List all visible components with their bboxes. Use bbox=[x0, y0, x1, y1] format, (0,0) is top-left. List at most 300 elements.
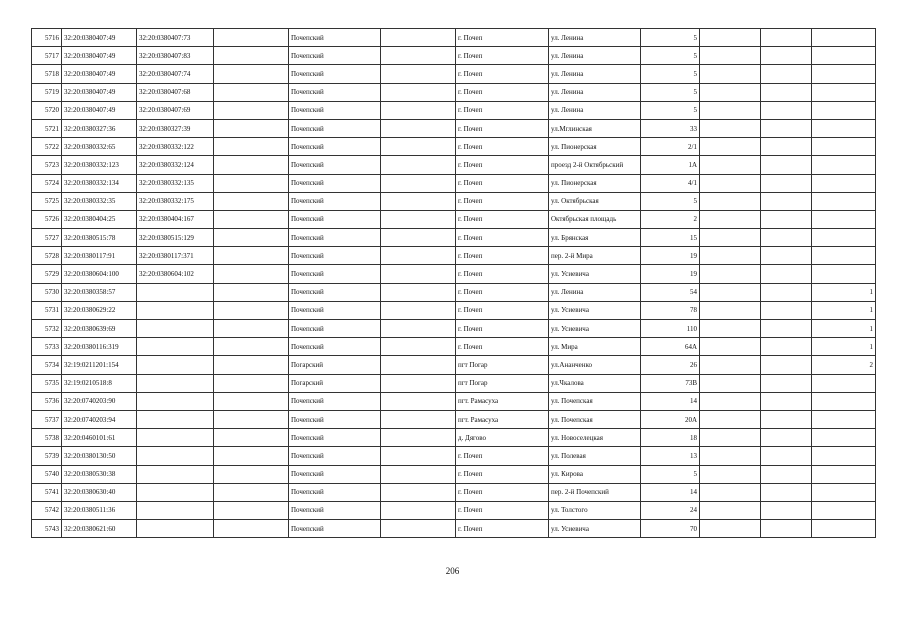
table-cell-col11 bbox=[761, 265, 812, 283]
table-cell-col4 bbox=[214, 520, 289, 538]
table-cell-col1: 5733 bbox=[32, 338, 62, 356]
table-cell-col10 bbox=[700, 283, 761, 301]
table-cell-col4 bbox=[214, 156, 289, 174]
table-cell-col12 bbox=[812, 119, 876, 137]
table-cell-col7: г. Почеп bbox=[456, 156, 549, 174]
table-cell-col5: Почепский bbox=[289, 229, 381, 247]
table-cell-col6 bbox=[381, 483, 456, 501]
table-cell-col2: 32:20:0380116:319 bbox=[62, 338, 137, 356]
table-cell-col12: 1 bbox=[812, 283, 876, 301]
table-cell-col8: ул.Чкалова bbox=[549, 374, 641, 392]
table-cell-col8: ул.Ананченко bbox=[549, 356, 641, 374]
table-cell-col10 bbox=[700, 501, 761, 519]
table-cell-col6 bbox=[381, 210, 456, 228]
table-cell-col6 bbox=[381, 138, 456, 156]
table-cell-col10 bbox=[700, 374, 761, 392]
table-cell-col7: г. Почеп bbox=[456, 29, 549, 47]
table-cell-col5: Почепский bbox=[289, 301, 381, 319]
table-cell-col12: 2 bbox=[812, 356, 876, 374]
table-cell-col11 bbox=[761, 392, 812, 410]
table-cell-col3: 32:20:0380407:74 bbox=[137, 65, 214, 83]
table-cell-col3 bbox=[137, 501, 214, 519]
table-cell-col3: 32:20:0380407:68 bbox=[137, 83, 214, 101]
table-cell-col9: 20А bbox=[641, 410, 700, 428]
table-cell-col9: 33 bbox=[641, 119, 700, 137]
table-cell-col3: 32:20:0380327:39 bbox=[137, 119, 214, 137]
table-cell-col2: 32:20:0380407:49 bbox=[62, 83, 137, 101]
table-cell-col2: 32:19:0210518:8 bbox=[62, 374, 137, 392]
table-cell-col1: 5743 bbox=[32, 520, 62, 538]
table-cell-col11 bbox=[761, 483, 812, 501]
table-cell-col10 bbox=[700, 483, 761, 501]
table-cell-col4 bbox=[214, 465, 289, 483]
table-cell-col5: Почепский bbox=[289, 501, 381, 519]
table-cell-col1: 5731 bbox=[32, 301, 62, 319]
table-cell-col11 bbox=[761, 192, 812, 210]
table-cell-col10 bbox=[700, 83, 761, 101]
table-cell-col8: пер. 2-й Мира bbox=[549, 247, 641, 265]
table-cell-col2: 32:20:0380511:36 bbox=[62, 501, 137, 519]
table-cell-col11 bbox=[761, 138, 812, 156]
table-cell-col1: 5719 bbox=[32, 83, 62, 101]
table-cell-col3: 32:20:0380407:69 bbox=[137, 101, 214, 119]
table-cell-col8: ул. Пионерская bbox=[549, 174, 641, 192]
table-cell-col5: Почепский bbox=[289, 392, 381, 410]
table-cell-col8: ул. Кирова bbox=[549, 465, 641, 483]
table-row bbox=[32, 283, 876, 301]
table-cell-col1: 5735 bbox=[32, 374, 62, 392]
table-cell-col4 bbox=[214, 47, 289, 65]
table-cell-col7: г. Почеп bbox=[456, 447, 549, 465]
table-cell-col1: 5718 bbox=[32, 65, 62, 83]
table-cell-col3 bbox=[137, 429, 214, 447]
table-cell-col7: г. Почеп bbox=[456, 101, 549, 119]
table-cell-col11 bbox=[761, 119, 812, 137]
table-cell-col2: 32:20:0380332:123 bbox=[62, 156, 137, 174]
table-cell-col9: 14 bbox=[641, 392, 700, 410]
table-cell-col8: проезд 2-й Октябрьский bbox=[549, 156, 641, 174]
table-row bbox=[32, 101, 876, 119]
table-cell-col4 bbox=[214, 229, 289, 247]
table-cell-col1: 5721 bbox=[32, 119, 62, 137]
table-cell-col11 bbox=[761, 465, 812, 483]
table-row bbox=[32, 429, 876, 447]
table-cell-col1: 5727 bbox=[32, 229, 62, 247]
table-cell-col12: 1 bbox=[812, 338, 876, 356]
table-cell-col7: г. Почеп bbox=[456, 320, 549, 338]
table-cell-col2: 32:20:0380117:91 bbox=[62, 247, 137, 265]
table-cell-col8: ул. Усиевича bbox=[549, 265, 641, 283]
table-cell-col4 bbox=[214, 265, 289, 283]
table-cell-col5: Почепский bbox=[289, 101, 381, 119]
table-cell-col9: 5 bbox=[641, 465, 700, 483]
table-cell-col5: Почепский bbox=[289, 83, 381, 101]
table-cell-col6 bbox=[381, 501, 456, 519]
table-cell-col1: 5720 bbox=[32, 101, 62, 119]
table-cell-col7: г. Почеп bbox=[456, 138, 549, 156]
table-cell-col7: г. Почеп bbox=[456, 174, 549, 192]
table-cell-col8: ул. Полевая bbox=[549, 447, 641, 465]
table-cell-col7: г. Почеп bbox=[456, 247, 549, 265]
table-cell-col1: 5717 bbox=[32, 47, 62, 65]
table-cell-col5: Почепский bbox=[289, 483, 381, 501]
table-cell-col3 bbox=[137, 483, 214, 501]
table-cell-col5: Почепский bbox=[289, 138, 381, 156]
table-cell-col5: Почепский bbox=[289, 174, 381, 192]
table-cell-col6 bbox=[381, 410, 456, 428]
table-row bbox=[32, 83, 876, 101]
table-row bbox=[32, 210, 876, 228]
table-cell-col12 bbox=[812, 138, 876, 156]
table-cell-col6 bbox=[381, 192, 456, 210]
table-cell-col3 bbox=[137, 374, 214, 392]
table-cell-col8: ул. Усиевича bbox=[549, 301, 641, 319]
table-cell-col7: г. Почеп bbox=[456, 283, 549, 301]
table-row bbox=[32, 138, 876, 156]
table-cell-col3 bbox=[137, 447, 214, 465]
table-row bbox=[32, 392, 876, 410]
table-cell-col7: пгт Погар bbox=[456, 356, 549, 374]
table-row bbox=[32, 447, 876, 465]
table-cell-col7: д. Дягово bbox=[456, 429, 549, 447]
table-cell-col7: г. Почеп bbox=[456, 501, 549, 519]
table-cell-col12 bbox=[812, 101, 876, 119]
table-cell-col9: 5 bbox=[641, 29, 700, 47]
table-cell-col1: 5732 bbox=[32, 320, 62, 338]
table-cell-col4 bbox=[214, 119, 289, 137]
table-cell-col7: пгт. Рамасуха bbox=[456, 392, 549, 410]
table-cell-col1: 5716 bbox=[32, 29, 62, 47]
table-cell-col11 bbox=[761, 210, 812, 228]
table-cell-col7: г. Почеп bbox=[456, 192, 549, 210]
table-cell-col10 bbox=[700, 338, 761, 356]
table-row bbox=[32, 192, 876, 210]
table-cell-col12 bbox=[812, 501, 876, 519]
table-cell-col6 bbox=[381, 156, 456, 174]
table-cell-col8: ул. Усиевича bbox=[549, 520, 641, 538]
table-row bbox=[32, 301, 876, 319]
table-cell-col12 bbox=[812, 47, 876, 65]
table-cell-col2: 32:20:0740203:94 bbox=[62, 410, 137, 428]
table-cell-col5: Почепский bbox=[289, 265, 381, 283]
table-cell-col11 bbox=[761, 410, 812, 428]
table-cell-col9: 1А bbox=[641, 156, 700, 174]
table-cell-col8: ул. Брянская bbox=[549, 229, 641, 247]
table-cell-col6 bbox=[381, 392, 456, 410]
table-cell-col10 bbox=[700, 247, 761, 265]
table-cell-col6 bbox=[381, 301, 456, 319]
table-cell-col10 bbox=[700, 301, 761, 319]
table-cell-col1: 5736 bbox=[32, 392, 62, 410]
table-cell-col10 bbox=[700, 210, 761, 228]
table-cell-col4 bbox=[214, 138, 289, 156]
table-cell-col3 bbox=[137, 301, 214, 319]
table-cell-col4 bbox=[214, 338, 289, 356]
table-cell-col6 bbox=[381, 83, 456, 101]
table-cell-col8: ул. Октябрьская bbox=[549, 192, 641, 210]
table-row bbox=[32, 29, 876, 47]
table-cell-col8: ул. Усиевича bbox=[549, 320, 641, 338]
table-cell-col5: Почепский bbox=[289, 192, 381, 210]
table-cell-col12 bbox=[812, 465, 876, 483]
table-cell-col12 bbox=[812, 265, 876, 283]
table-cell-col1: 5722 bbox=[32, 138, 62, 156]
table-cell-col10 bbox=[700, 29, 761, 47]
table-cell-col3: 32:20:0380332:175 bbox=[137, 192, 214, 210]
table-cell-col12 bbox=[812, 210, 876, 228]
table-cell-col8: ул. Толстого bbox=[549, 501, 641, 519]
table-row bbox=[32, 320, 876, 338]
table-cell-col7: г. Почеп bbox=[456, 229, 549, 247]
table-cell-col9: 4/1 bbox=[641, 174, 700, 192]
page-number: 206 bbox=[445, 566, 460, 576]
table-cell-col8: ул.Мглинская bbox=[549, 119, 641, 137]
table-cell-col10 bbox=[700, 410, 761, 428]
table-cell-col9: 5 bbox=[641, 47, 700, 65]
table-cell-col11 bbox=[761, 429, 812, 447]
table-cell-col12 bbox=[812, 192, 876, 210]
table-cell-col12 bbox=[812, 447, 876, 465]
table-cell-col1: 5726 bbox=[32, 210, 62, 228]
table-cell-col10 bbox=[700, 119, 761, 137]
table-cell-col8: ул. Ленина bbox=[549, 83, 641, 101]
table-row bbox=[32, 501, 876, 519]
table-cell-col10 bbox=[700, 429, 761, 447]
table-cell-col8: ул. Ленина bbox=[549, 101, 641, 119]
table-row bbox=[32, 374, 876, 392]
table-cell-col6 bbox=[381, 247, 456, 265]
table-cell-col12 bbox=[812, 174, 876, 192]
table-cell-col6 bbox=[381, 265, 456, 283]
table-cell-col1: 5737 bbox=[32, 410, 62, 428]
table-row bbox=[32, 465, 876, 483]
table-cell-col12 bbox=[812, 229, 876, 247]
table-cell-col2: 32:20:0380639:69 bbox=[62, 320, 137, 338]
table-cell-col5: Почепский bbox=[289, 447, 381, 465]
table-cell-col8: ул. Почепская bbox=[549, 392, 641, 410]
table-cell-col2: 32:20:0380530:38 bbox=[62, 465, 137, 483]
table-cell-col2: 32:20:0380629:22 bbox=[62, 301, 137, 319]
table-cell-col2: 32:20:0380630:40 bbox=[62, 483, 137, 501]
table-cell-col5: Почепский bbox=[289, 338, 381, 356]
table-cell-col10 bbox=[700, 520, 761, 538]
table-cell-col3: 32:20:0380117:371 bbox=[137, 247, 214, 265]
table-cell-col7: пгт. Рамасуха bbox=[456, 410, 549, 428]
table-cell-col6 bbox=[381, 47, 456, 65]
table-cell-col9: 26 bbox=[641, 356, 700, 374]
table-cell-col1: 5725 bbox=[32, 192, 62, 210]
table-cell-col2: 32:20:0380332:65 bbox=[62, 138, 137, 156]
table-cell-col10 bbox=[700, 447, 761, 465]
table-cell-col9: 5 bbox=[641, 83, 700, 101]
table-cell-col2: 32:20:0380621:60 bbox=[62, 520, 137, 538]
table-cell-col5: Почепский bbox=[289, 320, 381, 338]
table-cell-col7: г. Почеп bbox=[456, 338, 549, 356]
table-cell-col2: 32:20:0380130:50 bbox=[62, 447, 137, 465]
table-row bbox=[32, 520, 876, 538]
table-cell-col5: Почепский bbox=[289, 247, 381, 265]
table-cell-col6 bbox=[381, 429, 456, 447]
table-cell-col5: Почепский bbox=[289, 210, 381, 228]
table-cell-col5: Почепский bbox=[289, 65, 381, 83]
table-cell-col11 bbox=[761, 356, 812, 374]
table-cell-col9: 5 bbox=[641, 65, 700, 83]
table-cell-col4 bbox=[214, 101, 289, 119]
table-cell-col9: 110 bbox=[641, 320, 700, 338]
table-cell-col3 bbox=[137, 520, 214, 538]
table-cell-col8: ул. Почепская bbox=[549, 410, 641, 428]
table-cell-col9: 78 bbox=[641, 301, 700, 319]
table-cell-col8: пер. 2-й Почепский bbox=[549, 483, 641, 501]
table-cell-col5: Почепский bbox=[289, 119, 381, 137]
table-cell-col10 bbox=[700, 174, 761, 192]
table-cell-col8: Октябрьская площадь bbox=[549, 210, 641, 228]
table-cell-col1: 5740 bbox=[32, 465, 62, 483]
table-cell-col4 bbox=[214, 501, 289, 519]
table-cell-col12 bbox=[812, 374, 876, 392]
table-cell-col4 bbox=[214, 429, 289, 447]
table-cell-col8: ул. Пионерская bbox=[549, 138, 641, 156]
table-cell-col7: г. Почеп bbox=[456, 520, 549, 538]
table-cell-col4 bbox=[214, 301, 289, 319]
table-cell-col8: ул. Мира bbox=[549, 338, 641, 356]
table-cell-col4 bbox=[214, 247, 289, 265]
table-cell-col2: 32:20:0460101:61 bbox=[62, 429, 137, 447]
table-cell-col2: 32:20:0740203:90 bbox=[62, 392, 137, 410]
table-cell-col1: 5739 bbox=[32, 447, 62, 465]
table-cell-col7: г. Почеп bbox=[456, 301, 549, 319]
table-cell-col7: г. Почеп bbox=[456, 465, 549, 483]
table-cell-col4 bbox=[214, 410, 289, 428]
table-cell-col12 bbox=[812, 83, 876, 101]
table-cell-col4 bbox=[214, 447, 289, 465]
table-cell-col8: ул. Ленина bbox=[549, 29, 641, 47]
table-row bbox=[32, 119, 876, 137]
table-cell-col4 bbox=[214, 29, 289, 47]
table-cell-col3: 32:20:0380332:124 bbox=[137, 156, 214, 174]
table-cell-col2: 32:20:0380515:78 bbox=[62, 229, 137, 247]
table-cell-col12 bbox=[812, 520, 876, 538]
table-cell-col10 bbox=[700, 229, 761, 247]
table-cell-col5: Почепский bbox=[289, 283, 381, 301]
table-row bbox=[32, 65, 876, 83]
table-cell-col12: 1 bbox=[812, 320, 876, 338]
table-cell-col11 bbox=[761, 229, 812, 247]
table-cell-col2: 32:20:0380327:36 bbox=[62, 119, 137, 137]
table-cell-col6 bbox=[381, 374, 456, 392]
table-row bbox=[32, 483, 876, 501]
table-cell-col11 bbox=[761, 101, 812, 119]
table-cell-col11 bbox=[761, 83, 812, 101]
table-cell-col9: 19 bbox=[641, 265, 700, 283]
table-cell-col10 bbox=[700, 192, 761, 210]
table-cell-col6 bbox=[381, 174, 456, 192]
table-cell-col9: 2 bbox=[641, 210, 700, 228]
table-cell-col11 bbox=[761, 283, 812, 301]
table-cell-col7: г. Почеп bbox=[456, 83, 549, 101]
table-cell-col5: Почепский bbox=[289, 429, 381, 447]
table-cell-col4 bbox=[214, 392, 289, 410]
table-cell-col6 bbox=[381, 283, 456, 301]
table-cell-col5: Почепский bbox=[289, 156, 381, 174]
table-cell-col12 bbox=[812, 429, 876, 447]
table-cell-col2: 32:20:0380332:35 bbox=[62, 192, 137, 210]
table-cell-col8: ул. Ленина bbox=[549, 47, 641, 65]
table-cell-col3 bbox=[137, 356, 214, 374]
table-cell-col11 bbox=[761, 320, 812, 338]
table-cell-col4 bbox=[214, 283, 289, 301]
table-cell-col3 bbox=[137, 338, 214, 356]
table-cell-col10 bbox=[700, 47, 761, 65]
table-cell-col3 bbox=[137, 465, 214, 483]
table-cell-col6 bbox=[381, 320, 456, 338]
table-cell-col3: 32:20:0380604:102 bbox=[137, 265, 214, 283]
table-row bbox=[32, 247, 876, 265]
table-cell-col6 bbox=[381, 29, 456, 47]
table-cell-col10 bbox=[700, 265, 761, 283]
table-cell-col9: 13 bbox=[641, 447, 700, 465]
table-cell-col12 bbox=[812, 156, 876, 174]
table-cell-col1: 5728 bbox=[32, 247, 62, 265]
table-cell-col4 bbox=[214, 483, 289, 501]
table-cell-col5: Почепский bbox=[289, 47, 381, 65]
table-cell-col4 bbox=[214, 210, 289, 228]
table-cell-col7: г. Почеп bbox=[456, 265, 549, 283]
table-cell-col10 bbox=[700, 465, 761, 483]
table-cell-col7: пгт Погар bbox=[456, 374, 549, 392]
table-cell-col11 bbox=[761, 301, 812, 319]
registry-table bbox=[31, 28, 876, 538]
table-cell-col9: 2/1 bbox=[641, 138, 700, 156]
table-cell-col11 bbox=[761, 65, 812, 83]
table-cell-col7: г. Почеп bbox=[456, 210, 549, 228]
table-cell-col4 bbox=[214, 65, 289, 83]
table-cell-col4 bbox=[214, 320, 289, 338]
table-cell-col5: Погарский bbox=[289, 356, 381, 374]
table-cell-col2: 32:20:0380358:57 bbox=[62, 283, 137, 301]
table-cell-col2: 32:20:0380604:100 bbox=[62, 265, 137, 283]
table-cell-col2: 32:19:0211201:154 bbox=[62, 356, 137, 374]
table-cell-col12 bbox=[812, 410, 876, 428]
table-row bbox=[32, 338, 876, 356]
table-cell-col1: 5730 bbox=[32, 283, 62, 301]
table-cell-col2: 32:20:0380404:25 bbox=[62, 210, 137, 228]
table-cell-col8: ул. Ленина bbox=[549, 65, 641, 83]
table-cell-col10 bbox=[700, 156, 761, 174]
table-cell-col11 bbox=[761, 174, 812, 192]
table-cell-col12: 1 bbox=[812, 301, 876, 319]
table-cell-col11 bbox=[761, 520, 812, 538]
table-cell-col10 bbox=[700, 101, 761, 119]
document-sheet bbox=[31, 28, 875, 538]
table-cell-col5: Почепский bbox=[289, 465, 381, 483]
table-cell-col6 bbox=[381, 229, 456, 247]
table-row bbox=[32, 174, 876, 192]
table-cell-col1: 5729 bbox=[32, 265, 62, 283]
table-cell-col9: 19 bbox=[641, 247, 700, 265]
table-cell-col4 bbox=[214, 374, 289, 392]
table-cell-col7: г. Почеп bbox=[456, 65, 549, 83]
table-cell-col5: Почепский bbox=[289, 410, 381, 428]
table-cell-col3 bbox=[137, 410, 214, 428]
table-cell-col10 bbox=[700, 65, 761, 83]
table-cell-col1: 5741 bbox=[32, 483, 62, 501]
table-cell-col6 bbox=[381, 447, 456, 465]
table-cell-col7: г. Почеп bbox=[456, 47, 549, 65]
table-cell-col11 bbox=[761, 447, 812, 465]
table-cell-col11 bbox=[761, 247, 812, 265]
table-cell-col11 bbox=[761, 501, 812, 519]
